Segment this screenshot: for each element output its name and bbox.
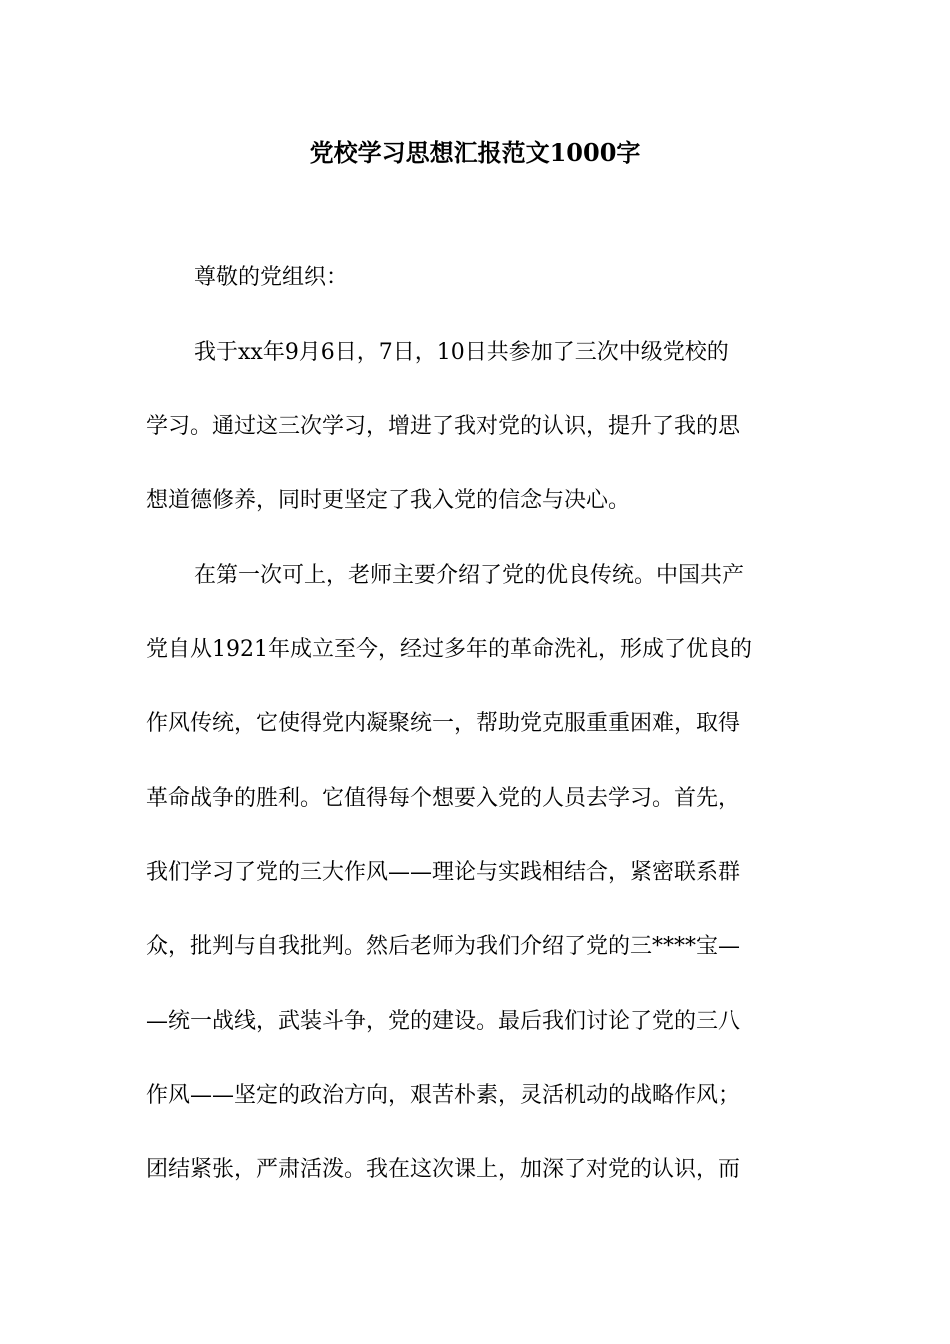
paragraph-2-line-4: 革命战争的胜利。它值得每个想要入党的人员去学习。首先， (146, 786, 741, 811)
paragraph-2-line-3: 作风传统，它使得党内凝聚统一，帮助党克服重重困难，取得 (146, 711, 741, 736)
paragraph-1-line-2: 学习。通过这三次学习，增进了我对党的认识，提升了我的思 (146, 414, 741, 439)
paragraph-2-line-5: 我们学习了党的三大作风——理论与实践相结合，紧密联系群 (146, 860, 741, 885)
document-title: 党校学习思想汇报范文1000字 (309, 138, 641, 167)
paragraph-2-line-9: 团结紧张，严肃活泼。我在这次课上，加深了对党的认识，而 (146, 1157, 741, 1182)
paragraph-1-line-3: 想道德修养，同时更坚定了我入党的信念与决心。 (146, 488, 631, 513)
paragraph-2-line-2: 党自从1921年成立至今，经过多年的革命洗礼，形成了优良的 (146, 637, 752, 662)
paragraph-2-line-7: —统一战线，武装斗争，党的建设。最后我们讨论了党的三八 (146, 1009, 741, 1034)
paragraph-2-line-8: 作风——坚定的政治方向，艰苦朴素，灵活机动的战略作风； (146, 1083, 741, 1108)
paragraph-1-line-1: 我于xx年9月6日，7日，10日共参加了三次中级党校的 (194, 340, 729, 365)
salutation: 尊敬的党组织： (194, 265, 349, 290)
paragraph-2-line-1: 在第一次可上，老师主要介绍了党的优良传统。中国共产 (194, 563, 745, 588)
paragraph-2-line-6: 众，批判与自我批判。然后老师为我们介绍了党的三****宝— (146, 934, 741, 959)
